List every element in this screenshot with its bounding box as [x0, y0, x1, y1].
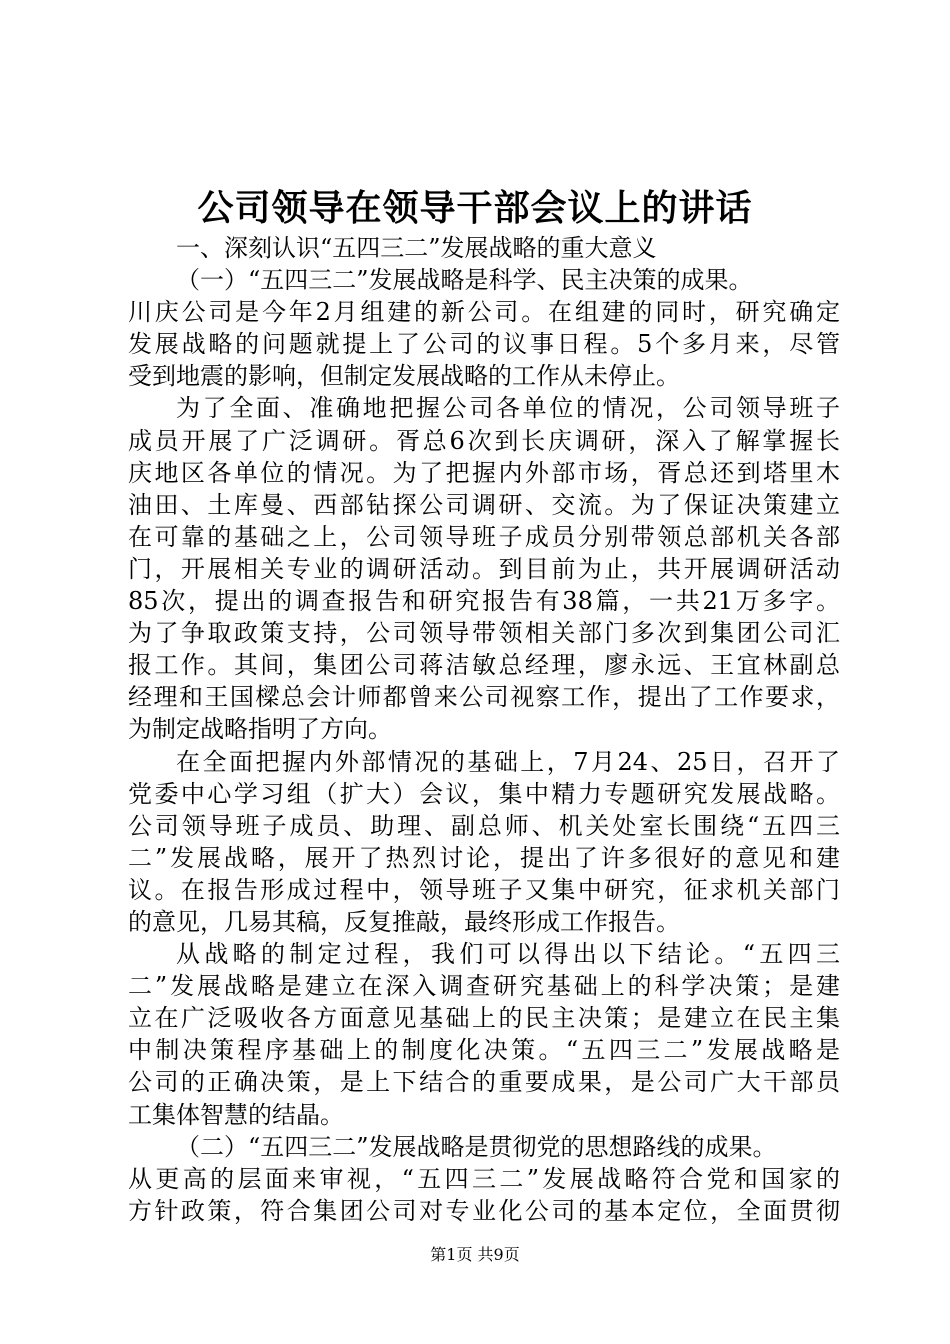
text-line: 从更高的层面来审视，“五四三二”发展战略符合党和国家的 [128, 1164, 840, 1193]
text-line: 经理和王国樑总会计师都曾来公司视察工作，提出了工作要求， [128, 683, 840, 712]
text-line: 一、深刻认识“五四三二”发展战略的重大意义 [176, 234, 657, 262]
text-line: 二”发展战略是建立在深入调查研究基础上的科学决策；是建 [128, 972, 840, 1001]
text-line: （一）“五四三二”发展战略是科学、民主决策的成果。 [176, 266, 753, 295]
text-line: 发展战略的问题就提上了公司的议事日程。5个多月来，尽管 [128, 330, 840, 359]
text-line: （二）“五四三二”发展战略是贯彻党的思想路线的成果。 [176, 1132, 777, 1161]
text-line: 二”发展战略，展开了热烈讨论，提出了许多很好的意见和建 [128, 843, 840, 872]
text-line: 中制决策程序基础上的制度化决策。“五四三二”发展战略是 [128, 1036, 840, 1065]
text-line: 门，开展相关专业的调研活动。到目前为止，共开展调研活动 [128, 554, 840, 583]
text-line: 85次，提出的调查报告和研究报告有38篇，一共21万多字。 [128, 587, 840, 616]
text-line: 立在广泛吸收各方面意见基础上的民主决策；是建立在民主集 [128, 1004, 840, 1033]
text-line: 受到地震的影响，但制定发展战略的工作从未停止。 [128, 362, 680, 391]
text-line: 从战略的制定过程，我们可以得出以下结论。“五四三 [176, 940, 840, 969]
text-line: 党委中心学习组（扩大）会议，集中精力专题研究发展战略。 [128, 779, 840, 808]
text-line: 公司的正确决策，是上下结合的重要成果，是公司广大干部员 [128, 1068, 840, 1097]
document-body [128, 232, 840, 1227]
text-line: 为了争取政策支持，公司领导带领相关部门多次到集团公司汇 [128, 619, 840, 648]
text-line: 方针政策，符合集团公司对专业化公司的基本定位，全面贯彻 [128, 1196, 840, 1225]
text-line: 为制定战略指明了方向。 [128, 715, 392, 744]
text-line: 的意见，几易其稿，反复推敲，最终形成工作报告。 [128, 907, 680, 936]
text-line: 成员开展了广泛调研。胥总6次到长庆调研，深入了解掌握长 [128, 426, 840, 455]
text-line: 油田、土库曼、西部钻探公司调研、交流。为了保证决策建立 [128, 490, 840, 519]
text-line: 工集体智慧的结晶。 [128, 1100, 344, 1129]
text-line: 报工作。其间，集团公司蒋洁敏总经理，廖永远、王宜林副总 [128, 651, 840, 680]
text-line: 川庆公司是今年2月组建的新公司。在组建的同时，研究确定 [128, 298, 840, 327]
text-line: 公司领导班子成员、助理、副总师、机关处室长围绕“五四三 [128, 811, 840, 840]
document-title: 公司领导在领导干部会议上的讲话 [197, 187, 753, 229]
text-line: 为了全面、准确地把握公司各单位的情况，公司领导班子 [176, 394, 840, 423]
text-line: 庆地区各单位的情况。为了把握内外部市场，胥总还到塔里木 [128, 458, 840, 487]
page-footer: 第1页 共9页 [430, 1245, 520, 1264]
text-line: 议。在报告形成过程中，领导班子又集中研究，征求机关部门 [128, 875, 840, 904]
text-line: 在全面把握内外部情况的基础上，7月24、25日，召开了 [176, 747, 840, 776]
text-line: 在可靠的基础之上，公司领导班子成员分别带领总部机关各部 [128, 522, 840, 551]
